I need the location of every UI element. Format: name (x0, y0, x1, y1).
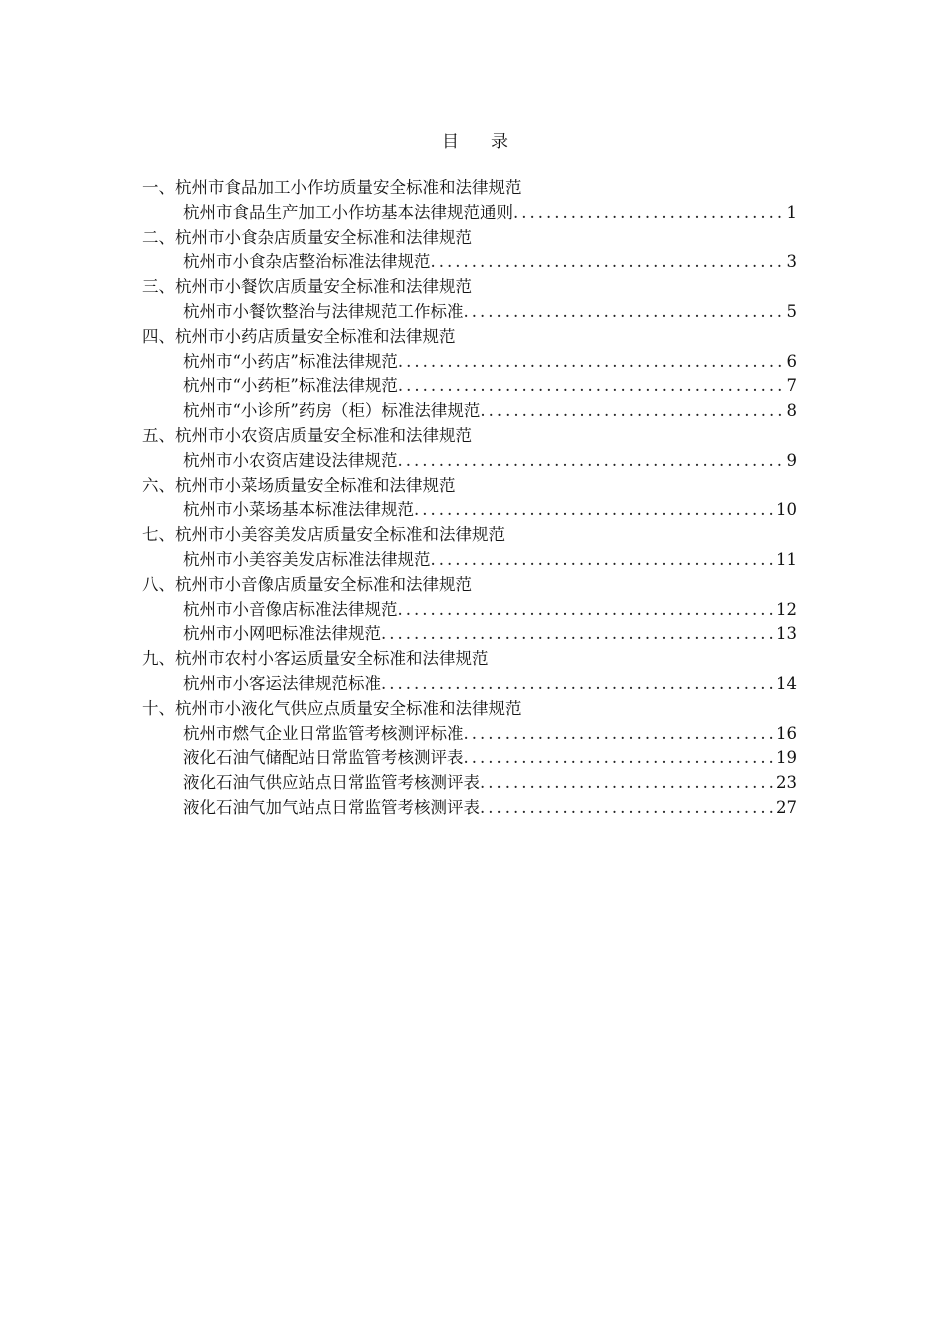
toc-entry[interactable] (142, 746, 797, 771)
toc-entry-page-number: 8 (786, 401, 797, 421)
toc-entry[interactable] (142, 201, 797, 226)
toc-entry[interactable] (142, 722, 797, 747)
toc-section-heading[interactable]: 六、杭州市小菜场质量安全标准和法律规范 (142, 475, 456, 495)
toc-entry-title: 杭州市小菜场基本标准法律规范 (183, 500, 414, 520)
toc-entry[interactable] (142, 771, 797, 796)
toc-entry-page-number: 3 (786, 252, 797, 272)
toc-entry-page-number: 27 (776, 797, 797, 817)
dot-leader (464, 300, 785, 325)
dot-leader (480, 399, 784, 424)
toc-entry[interactable] (142, 498, 797, 523)
toc-entry-title: 杭州市“小药店”标准法律规范 (183, 351, 398, 371)
toc-entry-title: 杭州市小食杂店整治标准法律规范 (183, 252, 431, 272)
dot-leader (431, 250, 785, 275)
toc-entry-title: 杭州市“小药柜”标准法律规范 (183, 376, 398, 396)
toc-entry-page-number: 16 (776, 723, 797, 743)
toc-entry-page-number: 1 (786, 202, 797, 222)
toc-entry-title: 液化石油气储配站日常监管考核测评表 (183, 748, 464, 768)
toc-entry-title: 杭州市“小诊所”药房（柜）标准法律规范 (183, 401, 481, 421)
toc-entry-title: 杭州市小餐饮整治与法律规范工作标准 (183, 301, 464, 321)
toc-entry-page-number: 11 (776, 549, 797, 569)
toc-entry-page-number: 23 (776, 773, 797, 793)
toc-entry[interactable] (142, 399, 797, 424)
toc-entry-page-number: 14 (776, 673, 797, 693)
dot-leader (381, 672, 774, 697)
toc-entry[interactable] (142, 250, 797, 275)
toc-section-heading[interactable]: 十、杭州市小液化气供应点质量安全标准和法律规范 (142, 698, 522, 718)
toc-section-heading[interactable]: 四、杭州市小药店质量安全标准和法律规范 (142, 326, 456, 346)
toc-entry-page-number: 19 (776, 748, 797, 768)
toc-section-heading[interactable]: 七、杭州市小美容美发店质量安全标准和法律规范 (142, 525, 505, 545)
toc-section-heading[interactable]: 五、杭州市小农资店质量安全标准和法律规范 (142, 425, 472, 445)
toc-entry[interactable] (142, 350, 797, 375)
toc-entry-title: 杭州市小网吧标准法律规范 (183, 624, 381, 644)
toc-entry-title: 杭州市燃气企业日常监管考核测评标准 (183, 723, 464, 743)
page-title (0, 127, 950, 152)
toc-entry-title: 杭州市小音像店标准法律规范 (183, 599, 398, 619)
toc-entry-title: 杭州市小客运法律规范标准 (183, 673, 381, 693)
toc-entry[interactable] (142, 598, 797, 623)
toc-section-heading[interactable]: 一、杭州市食品加工小作坊质量安全标准和法律规范 (142, 178, 522, 197)
toc-entry[interactable] (142, 449, 797, 474)
dot-leader (480, 771, 774, 796)
title-char-2: 录 (491, 132, 508, 152)
dot-leader (398, 598, 775, 623)
dot-leader (464, 722, 775, 747)
toc-entry[interactable] (142, 622, 797, 647)
toc-entry[interactable] (142, 672, 797, 697)
toc-entry[interactable] (142, 374, 797, 399)
dot-leader (431, 548, 775, 573)
toc-entry[interactable] (142, 548, 797, 573)
toc-entry-page-number: 6 (786, 351, 797, 371)
toc-entry-title: 液化石油气供应站点日常监管考核测评表 (183, 773, 480, 793)
toc-section-heading[interactable]: 九、杭州市农村小客运质量安全标准和法律规范 (142, 649, 489, 669)
toc-entry-page-number: 13 (776, 624, 797, 644)
dot-leader (381, 622, 774, 647)
toc-entry-title: 液化石油气加气站点日常监管考核测评表 (183, 797, 480, 817)
toc-entry-page-number: 9 (786, 450, 797, 470)
toc-entry-page-number: 7 (786, 376, 797, 396)
toc-section-heading[interactable]: 三、杭州市小餐饮店质量安全标准和法律规范 (142, 277, 472, 297)
dot-leader (414, 498, 774, 523)
table-of-contents (142, 176, 797, 821)
dot-leader (398, 350, 785, 375)
toc-entry[interactable] (142, 300, 797, 325)
toc-section-heading[interactable]: 八、杭州市小音像店质量安全标准和法律规范 (142, 574, 472, 594)
toc-entry[interactable] (142, 796, 797, 821)
dot-leader (398, 449, 785, 474)
toc-entry-page-number: 5 (786, 301, 797, 321)
toc-entry-title: 杭州市食品生产加工小作坊基本法律规范通则 (183, 202, 513, 222)
toc-entry-page-number: 10 (776, 500, 797, 520)
dot-leader (398, 374, 785, 399)
toc-section-heading[interactable]: 二、杭州市小食杂店质量安全标准和法律规范 (142, 227, 472, 247)
toc-entry-title: 杭州市小农资店建设法律规范 (183, 450, 398, 470)
dot-leader (480, 796, 774, 821)
dot-leader (464, 746, 775, 771)
title-char-1: 目 (442, 132, 459, 152)
toc-entry-page-number: 12 (776, 599, 797, 619)
dot-leader (513, 201, 785, 226)
toc-entry-title: 杭州市小美容美发店标准法律规范 (183, 549, 431, 569)
